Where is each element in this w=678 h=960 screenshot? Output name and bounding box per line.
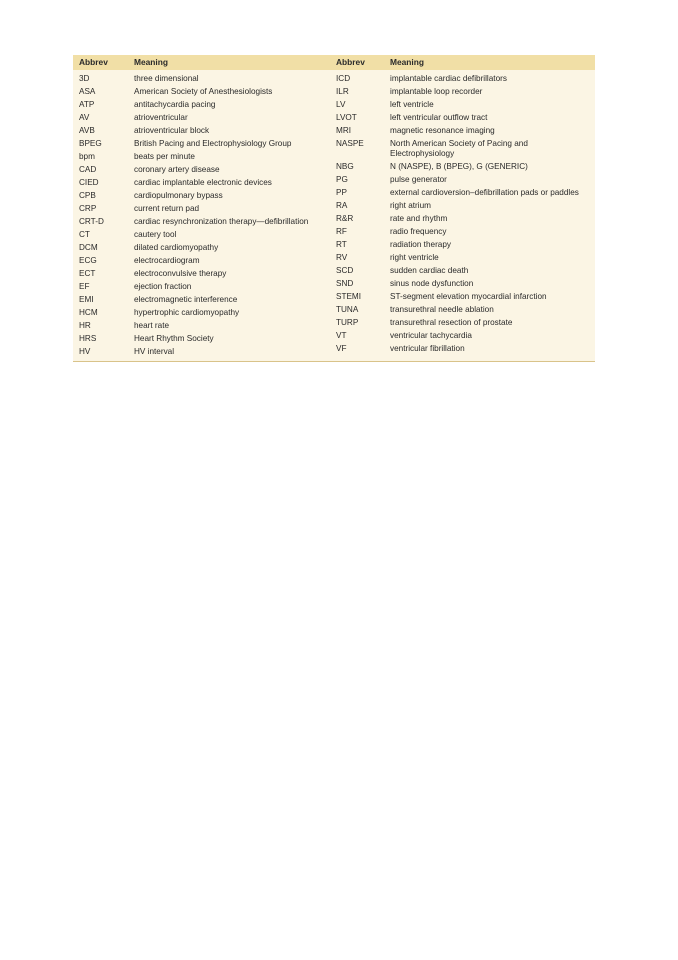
- left-abbrev-cell: CRP: [79, 204, 97, 213]
- left-meaning-cell: coronary artery disease: [134, 164, 220, 174]
- left-abbrev-cell: 3D: [79, 74, 90, 83]
- left-meaning-cell: Heart Rhythm Society: [134, 333, 214, 343]
- left-meaning-cell: antitachycardia pacing: [134, 99, 216, 109]
- right-abbrev-cell: ICD: [336, 74, 351, 83]
- right-meaning-cell: sudden cardiac death: [390, 265, 469, 275]
- left-abbrev-cell: HRS: [79, 334, 97, 343]
- table-row: [73, 306, 331, 319]
- table-row: [331, 251, 595, 264]
- left-meaning-cell: cardiopulmonary bypass: [134, 190, 223, 200]
- right-abbrev-cell: NBG: [336, 162, 354, 171]
- left-meaning-cell: American Society of Anesthesiologists: [134, 86, 273, 96]
- right-abbrev-cell: TURP: [336, 318, 359, 327]
- left-abbrev-cell: BPEG: [79, 139, 102, 148]
- table-row: [331, 212, 595, 225]
- table-row: [73, 124, 331, 137]
- right-meaning-cell: N (NASPE), B (BPEG), G (GENERIC): [390, 161, 528, 171]
- right-meaning-cell: ST-segment elevation myocardial infarction: [390, 291, 547, 301]
- right-abbrev-cell: LVOT: [336, 113, 357, 122]
- right-meaning-cell: implantable cardiac defibrillators: [390, 73, 507, 83]
- left-abbrev-cell: AV: [79, 113, 90, 122]
- left-meaning-cell: heart rate: [134, 320, 170, 330]
- right-column: [331, 72, 595, 358]
- right-abbrev-cell: RT: [336, 240, 347, 249]
- column-header-abbrev-right: Abbrev: [336, 57, 365, 67]
- table-row: [331, 160, 595, 173]
- right-meaning-cell: pulse generator: [390, 174, 447, 184]
- table-row: [331, 238, 595, 251]
- table-row: [73, 85, 331, 98]
- left-meaning-cell: HV interval: [134, 346, 175, 356]
- table-row: [331, 290, 595, 303]
- table-row: [331, 111, 595, 124]
- table-row: [331, 342, 595, 355]
- table-row: [73, 163, 331, 176]
- table-row: [73, 176, 331, 189]
- left-meaning-cell: British Pacing and Electrophysiology Group: [134, 138, 292, 148]
- table-row: [73, 98, 331, 111]
- left-abbrev-cell: DCM: [79, 243, 98, 252]
- left-meaning-cell: atrioventricular: [134, 112, 188, 122]
- right-meaning-cell: radiation therapy: [390, 239, 451, 249]
- table-row: [73, 72, 331, 85]
- left-meaning-cell: atrioventricular block: [134, 125, 210, 135]
- right-meaning-cell: magnetic resonance imaging: [390, 125, 495, 135]
- table-row: [73, 319, 331, 332]
- table-row: [73, 111, 331, 124]
- left-meaning-cell: cardiac resynchronization therapy—defibrillation: [134, 216, 309, 226]
- table-row: [73, 254, 331, 267]
- right-meaning-cell: right atrium: [390, 200, 431, 210]
- column-header-abbrev-left: Abbrev: [79, 57, 108, 67]
- right-meaning-cell: left ventricular outflow tract: [390, 112, 488, 122]
- table-row: [73, 293, 331, 306]
- left-meaning-cell: cautery tool: [134, 229, 177, 239]
- table-row: [331, 137, 595, 160]
- left-meaning-cell: electroconvulsive therapy: [134, 268, 227, 278]
- column-header-meaning-right: Meaning: [390, 57, 424, 67]
- right-abbrev-cell: RA: [336, 201, 348, 210]
- table-row: [331, 264, 595, 277]
- left-abbrev-cell: ASA: [79, 87, 96, 96]
- right-abbrev-cell: ILR: [336, 87, 349, 96]
- right-abbrev-cell: LV: [336, 100, 346, 109]
- left-abbrev-cell: HR: [79, 321, 91, 330]
- left-abbrev-cell: EMI: [79, 295, 94, 304]
- right-meaning-cell: external cardioversion–defibrillation pads or paddles: [390, 187, 579, 197]
- right-meaning-cell: implantable loop recorder: [390, 86, 483, 96]
- table-row: [331, 225, 595, 238]
- left-meaning-cell: dilated cardiomyopathy: [134, 242, 219, 252]
- right-abbrev-cell: PG: [336, 175, 348, 184]
- left-abbrev-cell: AVB: [79, 126, 95, 135]
- right-abbrev-cell: STEMI: [336, 292, 362, 301]
- table-row: [331, 173, 595, 186]
- right-meaning-cell: sinus node dysfunction: [390, 278, 474, 288]
- left-abbrev-cell: CAD: [79, 165, 97, 174]
- table-row: [331, 199, 595, 212]
- table-row: [73, 150, 331, 163]
- right-abbrev-cell: VF: [336, 344, 347, 353]
- table-row: [73, 137, 331, 150]
- table-row: [73, 332, 331, 345]
- left-abbrev-cell: ECG: [79, 256, 97, 265]
- right-abbrev-cell: PP: [336, 188, 347, 197]
- right-abbrev-cell: NASPE: [336, 139, 364, 148]
- right-meaning-cell: right ventricle: [390, 252, 439, 262]
- table-row: [331, 303, 595, 316]
- left-meaning-cell: beats per minute: [134, 151, 195, 161]
- table-row: [331, 186, 595, 199]
- right-abbrev-cell: RF: [336, 227, 347, 236]
- right-abbrev-cell: R&R: [336, 214, 354, 223]
- table-row: [331, 316, 595, 329]
- left-meaning-cell: hypertrophic cardiomyopathy: [134, 307, 240, 317]
- abbreviation-table: [73, 55, 595, 362]
- column-header-meaning-left: Meaning: [134, 57, 168, 67]
- table-row: [73, 215, 331, 228]
- right-abbrev-cell: RV: [336, 253, 348, 262]
- table-row: [331, 277, 595, 290]
- right-meaning-cell: North American Society of Pacing and Electrophysiology: [390, 138, 528, 158]
- left-meaning-cell: ejection fraction: [134, 281, 192, 291]
- table-row: [331, 85, 595, 98]
- left-header: [73, 55, 331, 70]
- left-meaning-cell: three dimensional: [134, 73, 199, 83]
- left-abbrev-cell: CRT-D: [79, 217, 104, 226]
- table-row: [331, 98, 595, 111]
- right-meaning-cell: ventricular fibrillation: [390, 343, 465, 353]
- right-header: [331, 55, 595, 70]
- left-abbrev-cell: HCM: [79, 308, 98, 317]
- left-abbrev-cell: HV: [79, 347, 91, 356]
- right-abbrev-cell: SND: [336, 279, 354, 288]
- left-abbrev-cell: bpm: [79, 152, 95, 161]
- table-header: [73, 55, 595, 70]
- left-meaning-cell: current return pad: [134, 203, 200, 213]
- right-meaning-cell: rate and rhythm: [390, 213, 448, 223]
- table-row: [331, 72, 595, 85]
- left-meaning-cell: cardiac implantable electronic devices: [134, 177, 272, 187]
- right-meaning-cell: transurethral resection of prostate: [390, 317, 513, 327]
- table-row: [73, 189, 331, 202]
- left-abbrev-cell: CT: [79, 230, 90, 239]
- left-meaning-cell: electromagnetic interference: [134, 294, 238, 304]
- right-abbrev-cell: SCD: [336, 266, 354, 275]
- table-row: [331, 329, 595, 342]
- table-row: [331, 124, 595, 137]
- table-row: [73, 280, 331, 293]
- left-abbrev-cell: ATP: [79, 100, 95, 109]
- table-row: [73, 267, 331, 280]
- right-abbrev-cell: MRI: [336, 126, 352, 135]
- right-meaning-cell: ventricular tachycardia: [390, 330, 472, 340]
- right-abbrev-cell: TUNA: [336, 305, 359, 314]
- table-row: [73, 345, 331, 358]
- left-abbrev-cell: CIED: [79, 178, 99, 187]
- table-row: [73, 228, 331, 241]
- left-abbrev-cell: ECT: [79, 269, 96, 278]
- right-meaning-cell: transurethral needle ablation: [390, 304, 494, 314]
- left-abbrev-cell: EF: [79, 282, 90, 291]
- right-meaning-cell: left ventricle: [390, 99, 434, 109]
- table-row: [73, 202, 331, 215]
- right-meaning-cell: radio frequency: [390, 226, 447, 236]
- left-abbrev-cell: CPB: [79, 191, 96, 200]
- right-abbrev-cell: VT: [336, 331, 347, 340]
- left-column: [73, 72, 331, 358]
- table-row: [73, 241, 331, 254]
- left-meaning-cell: electrocardiogram: [134, 255, 200, 265]
- table-body: [73, 70, 595, 361]
